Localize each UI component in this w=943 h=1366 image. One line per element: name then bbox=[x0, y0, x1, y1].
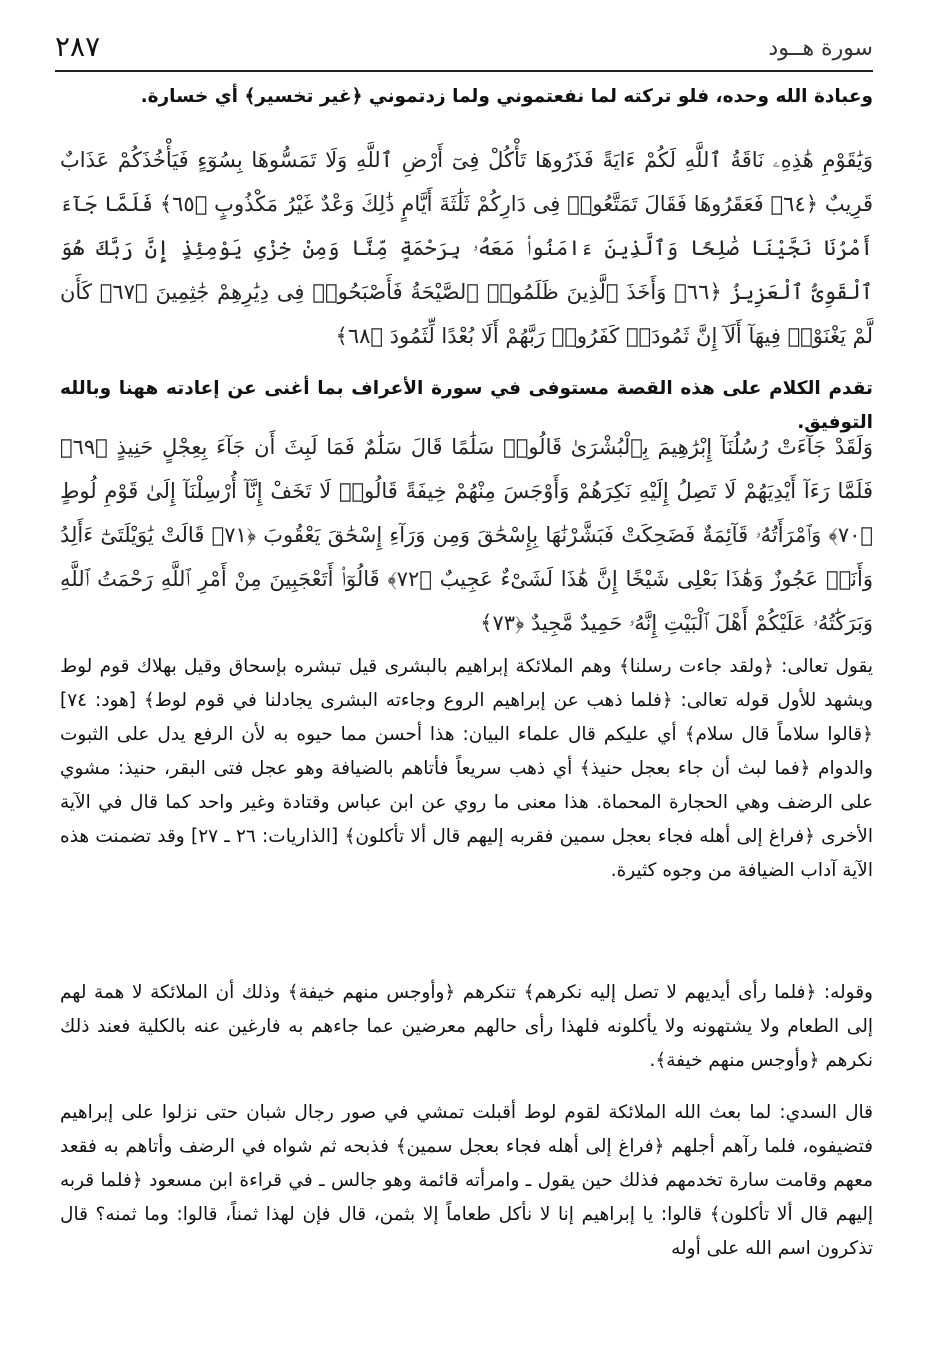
tafsir-paragraph-3: قال السدي: لما بعث الله الملائكة لقوم لوط أقبلت تمشي في صور رجال شبان حتى نزلوا على إبراهيم فتضيفوه، فلما رآهم أجلهم ﴿فراغ إلى أهله فجاء بعجل سمين﴾ فذبحه ثم شواه في الرضف وأتاهم به فقعد معهم وقامت سارة تخدمهم فذلك حين يقول ـ وامرأته قائمة وهو جالس ـ في قراءة ابن مسعود ﴿فلما قربه إليهم قال ألا تأكلون﴾ قالوا: يا إبراهيم إنا لا نأكل طعاماً إلا بثمن، قال فإن لهذا ثمناً، قالوا: وما ثمنه؟ قال تذكرون اسم الله على أوله bbox=[60, 1102, 873, 1259]
tafsir-paragraph-1: يقول تعالى: ﴿ولقد جاءت رسلنا﴾ وهم الملائكة إبراهيم بالبشرى قيل تبشره بإسحاق وقيل بهلاك قوم لوط ويشهد للأول قوله تعالى: ﴿فلما ذهب عن إبراهيم الروع وجاءته البشرى يجادلنا في قوم لوط﴾ [هود: ٧٤] ﴿قالوا سلاماً قال سلام﴾ أي عليكم قال علماء البيان: هذا أحسن مما حيوه به لأن الرفع يدل على الثبوت والدوام ﴿فما لبث أن جاء بعجل حنيذ﴾ أي ذهب سريعاً فأتاهم بالضيافة وهو عجل فتى البقر، حنيذ: مشوي على الرضف وهي الحجارة المحماة. هذا معنى ما روي عن ابن عباس وقتادة وغير واحد كما قال في الآية الأخرى ﴿فراغ إلى أهله فجاء بعجل سمين فقربه إليهم قال ألا تأكلون﴾ [الذاريات: ٢٦ ـ ٢٧] وقد تضمنت هذه الآية آداب الضيافة من وجوه كثيرة. bbox=[60, 656, 873, 881]
commentary-note: تقدم الكلام على هذه القصة مستوفى في سورة الأعراف بما أغنى عن إعادته ههنا وبالله التوفيق. bbox=[60, 378, 873, 433]
quran-block-1: وَيَٰقَوْمِ هَٰذِهِۦ نَاقَةُ ٱللَّهِ لَكُمْ ءَايَةً فَذَرُوهَا تَأْكُلْ فِىٓ أَرْضِ ٱللَّهِ وَلَا تَمَسُّوهَا بِسُوٓءٍ فَيَأْخُذَكُمْ عَذَابٌ قَرِيبٌ ﴿٦٤﴾ فَعَقَرُوهَا فَقَالَ تَمَتَّعُوا۟ فِى دَارِكُمْ ثَلَٰثَةَ أَيَّامٍ ذَٰلِكَ وَعْدٌ غَيْرُ مَكْذُوبٍ ﴿٦٥﴾ فَلَمَّا جَآءَ أَمْرُنَا نَجَّيْنَا صَٰلِحًا وَٱلَّذِينَ ءَامَنُوا۟ مَعَهُۥ بِرَحْمَةٍ مِّنَّا وَمِنْ خِزْىِ يَوْمِئِذٍ إِنَّ رَبَّكَ هُوَ ٱلْقَوِىُّ ٱلْعَزِيزُ ﴿٦٦﴾ وَأَخَذَ ٱلَّذِينَ ظَلَمُوا۟ ٱلصَّيْحَةُ فَأَصْبَحُوا۟ فِى دِيَٰرِهِمْ جَٰثِمِينَ ﴿٦٧﴾ كَأَن لَّمْ يَغْنَوْا۟ فِيهَآ أَلَآ إِنَّ ثَمُودَا۟ كَفَرُوا۟ رَبَّهُمْ أَلَا بُعْدًا لِّثَمُودَ ﴿٦٨﴾ bbox=[60, 148, 873, 348]
tafsir-paragraph-2: وقوله: ﴿فلما رأى أيديهم لا تصل إليه نكرهم﴾ تنكرهم ﴿وأوجس منهم خيفة﴾ وذلك أن الملائكة لا همة لهم إلى الطعام ولا يشتهونه ولا يأكلونه فلهذا رأى حالهم معرضين عما جاءهم به فارغين عنه بالكلية فعند ذلك نكرهم ﴿وأوجس منهم خيفة﴾. bbox=[60, 982, 873, 1071]
header-divider bbox=[55, 70, 873, 72]
intro-text: وعبادة الله وحده، فلو تركته لما نفعتموني ولما زدتموني ﴿غير تخسير﴾ أي خسارة. bbox=[140, 86, 873, 107]
running-title: سورة هــود bbox=[768, 36, 873, 61]
quran-block-2: وَلَقَدْ جَآءَتْ رُسُلُنَآ إِبْرَٰهِيمَ بِٱلْبُشْرَىٰ قَالُوا۟ سَلَٰمًا قَالَ سَلَٰمٌ فَمَا لَبِثَ أَن جَآءَ بِعِجْلٍ حَنِيذٍ ﴿٦٩﴾ فَلَمَّا رَءَآ أَيْدِيَهُمْ لَا تَصِلُ إِلَيْهِ نَكِرَهُمْ وَأَوْجَسَ مِنْهُمْ خِيفَةً قَالُوا۟ لَا تَخَفْ إِنَّآ أُرْسِلْنَآ إِلَىٰ قَوْمِ لُوطٍ ﴿٧٠﴾ وَٱمْرَأَتُهُۥ قَآئِمَةٌ فَضَحِكَتْ فَبَشَّرْنَٰهَا بِإِسْحَٰقَ وَمِن وَرَآءِ إِسْحَٰقَ يَعْقُوبَ ﴿٧١﴾ قَالَتْ يَٰوَيْلَتَىٰٓ ءَأَلِدُ وَأَنَا۠ عَجُوزٌ وَهَٰذَا بَعْلِى شَيْخًا إِنَّ هَٰذَا لَشَىْءٌ عَجِيبٌ ﴿٧٢﴾ قَالُوٓا۟ أَتَعْجَبِينَ مِنْ أَمْرِ ٱللَّهِ رَحْمَتُ ٱللَّهِ وَبَرَكَٰتُهُۥ عَلَيْكُمْ أَهْلَ ٱلْبَيْتِ إِنَّهُۥ حَمِيدٌ مَّجِيدٌ ﴿٧٣﴾ bbox=[60, 435, 874, 635]
page-header bbox=[55, 28, 873, 70]
page-number: ٢٨٧ bbox=[55, 30, 101, 63]
